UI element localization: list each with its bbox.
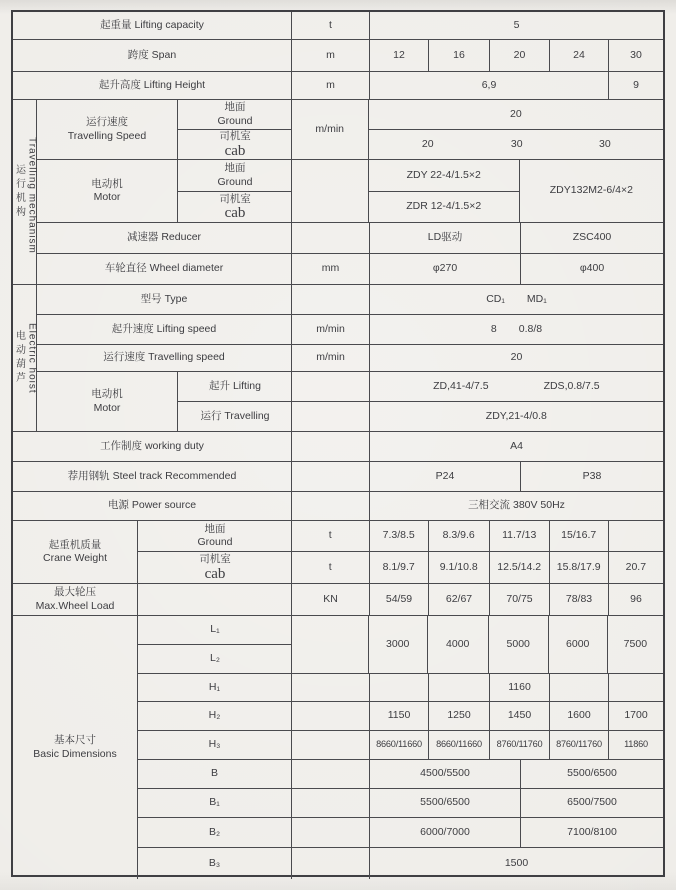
row-dim-h2 xyxy=(138,702,663,731)
crane-weight-cab-v5: 20.7 xyxy=(625,560,647,573)
travelling-speed-unit: m/min xyxy=(291,100,369,159)
working-duty-value: A4 xyxy=(510,439,523,452)
hoist-lifting-speed-label: 起升速度 Lifting speed xyxy=(37,315,292,344)
crane-weight-label: 起重机质量 Crane Weight xyxy=(13,521,138,583)
dim-h3-unit-empty xyxy=(292,731,370,759)
row-dim-b2 xyxy=(138,818,663,848)
power-source-label: 电源 Power source xyxy=(13,492,292,520)
travelling-speed-ground-sublabel: 地面 Ground xyxy=(217,101,253,127)
hoist-lifting-speed-unit: m/min xyxy=(292,315,370,344)
dim-h2-unit-empty xyxy=(292,702,370,730)
max-wheel-load-v5: 96 xyxy=(630,592,642,605)
dim-h2-v4: 1600 xyxy=(550,702,609,730)
row-hoist-lifting-speed xyxy=(37,315,663,345)
dim-h2-v5: 1700 xyxy=(624,709,648,722)
row-steel-track xyxy=(13,462,663,492)
span-value-30: 30 xyxy=(630,48,642,61)
max-wheel-load-v2: 62/67 xyxy=(429,584,490,615)
working-duty-label: 工作制度 working duty xyxy=(13,432,292,461)
row-hoist-motor xyxy=(37,372,663,431)
max-wheel-load-v4: 78/83 xyxy=(550,584,609,615)
travel-motor-ground-sublabel: 地面 Ground xyxy=(217,162,253,188)
crane-weight-ground-sublabel: 地面 Ground xyxy=(197,522,233,548)
dim-h3-v2: 8660/11660 xyxy=(429,731,490,759)
travel-motor-merged-value: ZDY132M2-6/4×2 xyxy=(549,184,633,197)
dim-b2-unit-empty xyxy=(292,818,370,847)
row-lifting-capacity xyxy=(13,12,663,40)
electric-hoist-label-zh: 电动葫芦 xyxy=(13,330,25,386)
span-value-20: 20 xyxy=(490,40,550,71)
travelling-mechanism-vertical-label xyxy=(12,130,38,254)
max-wheel-load-v3: 70/75 xyxy=(490,584,550,615)
dim-h1-unit-empty xyxy=(292,674,370,701)
hoist-type-label: 型号 Type xyxy=(37,285,292,314)
hoist-motor-travelling-value: ZDY,21-4/0.8 xyxy=(485,409,547,422)
basic-dimensions-label: 基本尺寸 Basic Dimensions xyxy=(13,616,138,879)
electric-hoist-label-en: Electric hoist xyxy=(26,322,38,394)
dim-h3-v5: 11860 xyxy=(624,739,648,750)
section-electric-hoist xyxy=(13,285,663,432)
working-duty-unit-empty xyxy=(292,432,370,461)
section-travelling-mechanism xyxy=(13,100,663,285)
row-dim-h1 xyxy=(138,674,663,702)
lifting-height-label: 起升高度 Lifting Height xyxy=(13,72,292,99)
lifting-capacity-value: 5 xyxy=(513,18,520,31)
span-label: 跨度 Span xyxy=(13,40,292,71)
crane-weight-ground-v5-empty xyxy=(609,521,663,551)
crane-weight-cab-v1: 8.1/9.7 xyxy=(370,552,429,583)
hoist-motor-unit-empty-2 xyxy=(292,402,369,431)
dim-b2-right: 7100/8100 xyxy=(567,825,617,838)
dim-h3-v4: 8760/11760 xyxy=(550,731,609,759)
row-dim-l xyxy=(138,616,663,674)
hoist-travelling-speed-label: 运行速度 Travelling speed xyxy=(37,345,292,371)
crane-weight-cab-v3: 12.5/14.2 xyxy=(490,552,550,583)
dim-b-label: B xyxy=(138,760,292,788)
lifting-capacity-label: 起重量 Lifting capacity xyxy=(13,12,292,39)
dim-l-v2: 4000 xyxy=(428,616,489,673)
max-wheel-load-sub-empty xyxy=(138,584,292,615)
row-lifting-height xyxy=(13,72,663,100)
dim-l1-label: L₁ xyxy=(210,623,220,636)
row-dim-b3 xyxy=(138,848,663,879)
row-dim-b xyxy=(138,760,663,789)
crane-weight-ground-v3: 11.7/13 xyxy=(490,521,550,551)
dim-h1-v5-empty xyxy=(609,674,663,701)
crane-weight-ground-v1: 7.3/8.5 xyxy=(370,521,429,551)
travelling-mechanism-label-zh: 运行机构 xyxy=(13,163,25,220)
wheel-diameter-left-value: φ270 xyxy=(370,254,521,284)
max-wheel-load-label: 最大轮压 Max.Wheel Load xyxy=(13,584,138,615)
travel-motor-label: 电动机 Motor xyxy=(37,160,178,222)
travelling-mechanism-label-en: Travelling mechanism xyxy=(26,137,38,254)
travel-motor-cab-sublabel: 司机室 cab xyxy=(219,192,251,222)
travelling-mechanism-strip xyxy=(13,100,37,284)
hoist-motor-label: 电动机 Motor xyxy=(37,372,178,431)
dim-l-unit-empty xyxy=(291,616,369,673)
dim-b-unit-empty xyxy=(292,760,370,788)
dim-h2-v2: 1250 xyxy=(429,702,490,730)
row-wheel-diameter xyxy=(37,254,663,284)
row-working-duty xyxy=(13,432,663,462)
travelling-speed-cab-value-3: 30 xyxy=(599,137,611,150)
steel-track-left-value: P24 xyxy=(370,462,521,491)
span-value-16: 16 xyxy=(429,40,490,71)
row-hoist-travelling-speed xyxy=(37,345,663,372)
wheel-diameter-unit: mm xyxy=(292,254,370,284)
hoist-travelling-speed-unit: m/min xyxy=(292,345,370,371)
row-max-wheel-load xyxy=(13,584,663,616)
dim-b-right: 5500/6500 xyxy=(567,767,617,780)
wheel-diameter-label: 车轮直径 Wheel diameter xyxy=(37,254,292,284)
dim-h1-v3: 1160 xyxy=(490,674,550,701)
lifting-capacity-unit: t xyxy=(292,12,370,39)
dim-l-v5: 7500 xyxy=(623,637,648,650)
crane-weight-cab-unit: t xyxy=(328,560,332,573)
dim-h2-v3: 1450 xyxy=(490,702,550,730)
dim-b3-value: 1500 xyxy=(504,856,529,869)
travel-motor-cab-value: ZDR 12-4/1.5×2 xyxy=(369,192,520,222)
dim-b-left: 4500/5500 xyxy=(370,760,521,788)
reducer-unit-empty xyxy=(292,223,370,253)
dim-b1-label: B₁ xyxy=(138,789,292,817)
crane-weight-ground-unit: t xyxy=(328,529,332,542)
steel-track-unit-empty xyxy=(292,462,370,491)
reducer-left-value: LD驱动 xyxy=(370,223,521,253)
lifting-height-unit: m xyxy=(292,72,370,99)
dim-b3-label: B₃ xyxy=(138,848,292,879)
hoist-type-unit-empty xyxy=(292,285,370,314)
dim-h1-v2-empty xyxy=(429,674,490,701)
crane-weight-cab-v2: 9.1/10.8 xyxy=(429,552,490,583)
lifting-height-main-value: 6,9 xyxy=(370,72,609,99)
dim-l-v4: 6000 xyxy=(549,616,608,673)
span-unit: m xyxy=(292,40,370,71)
electric-hoist-vertical-label xyxy=(12,323,38,394)
dim-h1-label: H₁ xyxy=(138,674,292,701)
dim-h1-v4-empty xyxy=(550,674,609,701)
row-crane-weight xyxy=(13,521,663,584)
travel-motor-ground-value: ZDY 22-4/1.5×2 xyxy=(369,160,520,191)
dim-l-v3: 5000 xyxy=(489,616,549,673)
crane-weight-ground-v2: 8.3/9.6 xyxy=(429,521,490,551)
dim-h2-label: H₂ xyxy=(138,702,292,730)
dim-h3-v1: 8660/11660 xyxy=(370,731,429,759)
dim-b1-unit-empty xyxy=(292,789,370,817)
hoist-motor-lifting-values: ZD,41-4/7.5 ZDS,0.8/7.5 xyxy=(433,379,600,392)
row-power-source xyxy=(13,492,663,521)
hoist-type-value-cd: CD₁ xyxy=(486,292,505,305)
travel-motor-unit-empty xyxy=(291,160,369,222)
dim-h3-label: H₃ xyxy=(138,731,292,759)
steel-track-label: 荐用钢轨 Steel track Recommended xyxy=(13,462,292,491)
electric-hoist-strip xyxy=(13,285,37,431)
crane-specification-table xyxy=(11,10,665,877)
dim-b3-unit-empty xyxy=(292,848,370,879)
row-travel-motor xyxy=(37,160,663,223)
dim-h3-v3: 8760/11760 xyxy=(490,731,550,759)
wheel-diameter-right-value: φ400 xyxy=(579,262,605,275)
row-travelling-speed xyxy=(37,100,663,160)
hoist-type-values xyxy=(370,285,663,314)
steel-track-right-value: P38 xyxy=(582,469,602,482)
dim-l-v1: 3000 xyxy=(369,616,428,673)
dim-h2-v1: 1150 xyxy=(370,702,429,730)
section-basic-dimensions xyxy=(13,616,663,879)
crane-weight-cab-sublabel: 司机室 cab xyxy=(199,553,231,582)
travelling-speed-label-en: Travelling Speed xyxy=(67,129,147,142)
span-value-12: 12 xyxy=(370,40,429,71)
max-wheel-load-v1: 54/59 xyxy=(370,584,429,615)
hoist-motor-unit-empty-1 xyxy=(292,372,369,401)
travelling-speed-ground-value: 20 xyxy=(510,107,522,120)
travelling-speed-cab-value-1: 20 xyxy=(421,137,434,150)
lifting-height-col30-value: 9 xyxy=(633,78,639,91)
power-source-value: 三相交流 380V 50Hz xyxy=(468,499,565,512)
reducer-right-value: ZSC400 xyxy=(572,231,612,244)
dim-b1-right: 6500/7500 xyxy=(567,796,617,809)
travelling-speed-label xyxy=(37,100,178,159)
reducer-label: 减速器 Reducer xyxy=(37,223,292,253)
row-dim-b1 xyxy=(138,789,663,818)
crane-weight-ground-v4: 15/16.7 xyxy=(550,521,609,551)
hoist-lifting-speed-values: 8 0.8/8 xyxy=(490,322,543,335)
dim-b1-left: 5500/6500 xyxy=(370,789,521,817)
dim-b2-label: B₂ xyxy=(138,818,292,847)
hoist-motor-travelling-sublabel: 运行 Travelling xyxy=(200,409,270,422)
crane-weight-cab-v4: 15.8/17.9 xyxy=(550,552,609,583)
max-wheel-load-unit: KN xyxy=(292,584,370,615)
hoist-type-value-md: MD₁ xyxy=(526,292,547,305)
dim-b2-left: 6000/7000 xyxy=(370,818,521,847)
span-value-24: 24 xyxy=(550,40,609,71)
dim-l2-label: L₂ xyxy=(210,652,220,665)
travelling-speed-label-zh: 运行速度 xyxy=(86,116,128,129)
power-source-unit-empty xyxy=(292,492,370,520)
row-reducer xyxy=(37,223,663,254)
row-span xyxy=(13,40,663,72)
hoist-motor-lifting-sublabel: 起升 Lifting xyxy=(209,379,261,392)
hoist-travelling-speed-value: 20 xyxy=(510,351,523,364)
row-dim-h3 xyxy=(138,731,663,760)
row-hoist-type xyxy=(37,285,663,315)
travelling-speed-cab-value-2: 30 xyxy=(510,137,523,150)
travelling-speed-cab-sublabel: 司机室 cab xyxy=(219,130,251,159)
dim-h1-v1-empty xyxy=(370,674,429,701)
